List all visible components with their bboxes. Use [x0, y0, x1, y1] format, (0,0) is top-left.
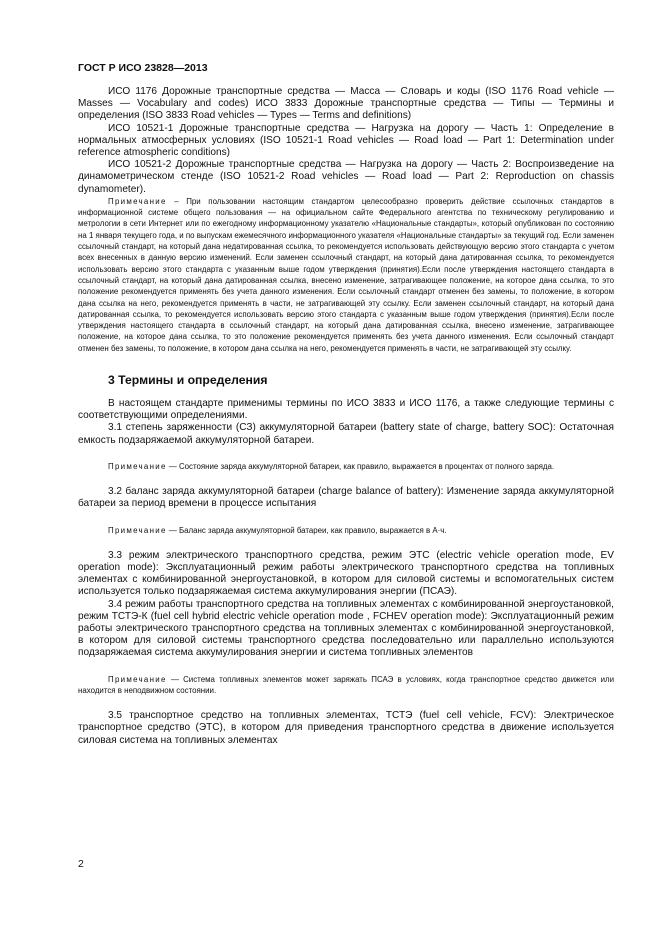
term-3-3: 3.3 режим электрического транспортного средства, режим ЭТС (electric vehicle operation mode, EV operation mode): Эксплуатационный режим работы электрического транспортного средства на топливных элементах с комбинированной энергоустановкой, в котором для силовой системы и вспомогательных систем используется только подзаряжаемая система аккумулирования энергии (ПСАЭ).	[78, 549, 614, 598]
note-label: Примечание	[108, 674, 167, 684]
note-3-4	[78, 674, 614, 697]
note-text: — Состояние заряда аккумуляторной батареи, как правило, выражается в процентах от полного заряда.	[166, 461, 555, 471]
term-3-4: 3.4 режим работы транспортного средства на топливных элементах с комбинированной энергоустановкой, режим ТСТЭ-К (fuel cell hybrid electric vehicle operation mode , FCHEV operation mode): Эксплуатационный режим работы электрического транспортного средства на топливных элементах с комбинированной энергоустановкой, в котором для силовой системы транспортного средства последовательно или параллельно используются подзаряжаемая система аккумулирования энергии и система топливных элементов	[78, 598, 614, 659]
refs-note	[78, 196, 614, 354]
section-intro: В настоящем стандарте применимы термины по ИСО 3833 и ИСО 1176, а также следующие термины с соответствующими определениями.	[78, 397, 614, 422]
ref-iso-10521-1: ИСО 10521-1 Дорожные транспортные средства — Нагрузка на дорогу — Часть 1: Определение в нормальных атмосферных условиях (ISO 10521-1 Road vehicles — Road load — Part 1: Determination under reference atmospheric conditions)	[78, 122, 614, 159]
note-label: Примечание	[108, 525, 167, 535]
section-title: 3 Термины и определения	[108, 372, 268, 387]
note-3-1	[78, 461, 614, 472]
ref-iso-1176: ИСО 1176 Дорожные транспортные средства — Масса — Словарь и коды (ISO 1176 Road vehicle — Masses — Vocabulary and codes) ИСО 3833 Дорожные транспортные средства — Типы — Термины и определения (ISO 3833 Road vehicles — Types — Terms and definitions)	[78, 86, 614, 122]
note-label: Примечание	[108, 461, 167, 471]
ref-iso-10521-2: ИСО 10521-2 Дорожные транспортные средства — Нагрузка на дорогу — Часть 2: Воспроизведение на динамометрическом стенде (ISO 10521-2 Road vehicles — Road load — Part 2: Reproduction on chassis dynamometer).	[78, 159, 614, 195]
page-body	[78, 86, 614, 747]
note-text: – При пользовании настоящим стандартом целесообразно проверить действие ссылочных стандартов в информационной системе общего пользования — на официальном сайте Федерального агентства по техническому регулированию и метрологии в сети Интернет или по ежегодному информационному указателю «Национальные стандарты», который опубликован по состоянию на 1 января текущего года, и по выпускам ежемесячного информационного указателя «Национальные стандарты» за текущий год. Если заменен ссылочный стандарт, на который дана недатированная ссылка, то рекомендуется использовать действующую версию этого стандарта с учетом всех внесенных в данную версию изменений. Если заменен ссылочный стандарт, на который дана датированная ссылка, то рекомендуется использовать версию этого стандарта с указанным выше годом утверждения (принятия).Если после утверждения настоящего стандарта в ссылочный стандарт, на который дана датированная ссылка, внесено изменение, затрагивающее положение, на которое дана ссылка, то это положение рекомендуется применять без учета данного изменения. Если ссылочный стандарт отменен без замены, то положение, в котором дана ссылка на него, рекомендуется применять в части, не затрагивающей эту ссылку. Если заменен ссылочный стандарт, на который дана датированная ссылка, то рекомендуется использовать версию этого стандарта с указанным выше годом утверждения (принятия).Если после утверждения настоящего стандарта в ссылочный стандарт, на который дана датированная ссылка, внесено изменение, затрагивающее положение, на которое дана ссылка, то это положение рекомендуется применять без учета данного изменения. Если ссылочный стандарт отменен без замены, то положение, в котором дана ссылка на него, рекомендуется применять в части, не затрагивающей эту ссылку.	[78, 196, 614, 353]
term-3-5: 3.5 транспортное средство на топливных элементах, ТСТЭ (fuel cell vehicle, FCV): Электрическое транспортное средство (ЭТС), в котором для приведения транспортного средства в движение используется силовая система на топливных элементах	[78, 710, 614, 746]
page-number: 2	[78, 858, 84, 870]
note-text: — Система топливных элементов может заряжать ПСАЭ в условиях, когда транспортное средство движется или находится в неподвижном состоянии.	[78, 674, 614, 695]
standard-header: ГОСТ Р ИСО 23828—2013	[78, 62, 208, 74]
term-3-1: 3.1 степень заряженности (СЗ) аккумуляторной батареи (battery state of charge, battery SOC): Остаточная емкость подзаряжаемой аккумуляторной батареи.	[78, 422, 614, 446]
note-label: Примечание	[108, 196, 167, 206]
note-3-2	[78, 525, 614, 536]
note-text: — Баланс заряда аккумуляторной батареи, как правило, выражается в А·ч.	[166, 525, 447, 535]
term-3-2: 3.2 баланс заряда аккумуляторной батареи (charge balance of battery): Изменение заряда аккумуляторной батареи за период времени в процессе испытания	[78, 486, 614, 510]
